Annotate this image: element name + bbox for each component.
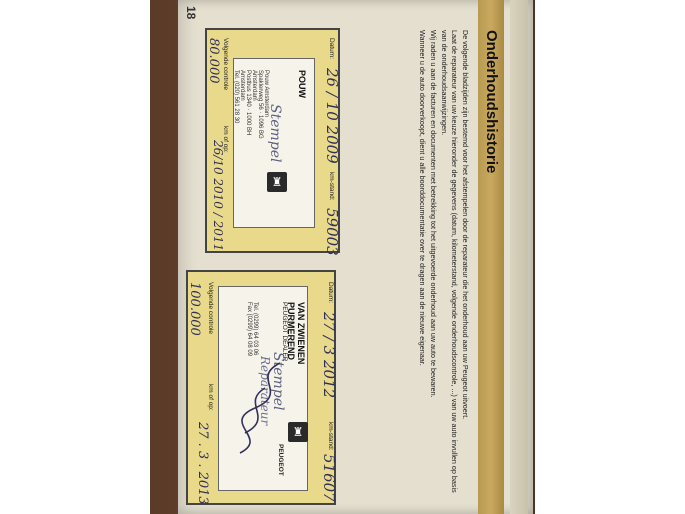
mileage-label: km-stand: — [328, 172, 335, 201]
peugeot-lion-icon: ♜ — [267, 172, 287, 192]
date-label: Datum: — [327, 282, 334, 303]
service-mileage: 51607 — [320, 454, 338, 502]
intro-paragraph: De volgende bladzijden zijn bestemd voor het afstempelen door de reparateur die het onderhoud aan uw Peugeot uitvoert. — [461, 30, 470, 420]
service-mileage: 59003 — [323, 208, 341, 256]
next-check-km: 100.000 — [187, 282, 202, 336]
stamp-company-name: POUW — [297, 70, 307, 98]
next-check-date: 27 . 3 . 2013 — [195, 422, 210, 505]
service-date: 26 / 10 2009 — [323, 68, 341, 164]
signature-scribble — [210, 358, 300, 468]
service-date: 27 / 3 2012 — [320, 312, 338, 399]
peugeot-lion-icon: ♜ — [288, 422, 308, 442]
page-number: 18 — [184, 6, 198, 20]
next-check-km: 80.000 — [206, 38, 221, 84]
next-check-label: Volgende controle — [222, 38, 229, 91]
intro-text — [416, 30, 470, 500]
stamp-company-name: VAN ZWIENEN PURMEREND — [286, 302, 306, 365]
intro-paragraph: Laat de reparateur van uw keuze hieronder de gegevens (datum, kilometerstand, volgende onderhoudscontrole, ...) van uw auto invullen op basis van de onderhoudsaanwijzingen. — [440, 30, 459, 493]
stamp-label: Stempel — [270, 352, 286, 411]
stamp-label: Stempel — [267, 104, 283, 163]
next-check-at-label: km of op: — [207, 384, 214, 411]
stamp-brand: PEUGEOT — [277, 444, 284, 476]
intro-paragraph: Wij raden u aan de facturen en documenten met betrekking tot het uitgevoerde onderhoud aan uw auto te bewaren. — [429, 30, 438, 398]
stamp-address: Pouw Amsterdam Spaklerweg 56 · 1096 BG Amsterdam Postbus 1340 · 1000 BH Amsterdam Tel. (020) 561 28 30 — [233, 70, 269, 139]
page-edge — [510, 0, 528, 514]
next-check-date: 26/10 2010 / 2011 — [211, 140, 225, 252]
next-check-label: Volgende controle — [207, 282, 214, 335]
date-label: Datum: — [328, 38, 335, 59]
mileage-label: km-stand: — [327, 422, 334, 451]
stamp-phone: Tel. (0299) 64 03 06 Fax (0299) 64 08 09 — [246, 302, 258, 357]
intro-paragraph: Wanneer u de auto doorverkoopt, dient u alle boorddocumentatie over te dragen aan de nieuwe eigenaar. — [418, 30, 427, 366]
stamp-dealer-label: PEUGEOT DEALER — [281, 302, 288, 362]
next-check-at-label: km of op: — [222, 126, 229, 153]
stamp-repairer-word: Reparateur — [258, 356, 272, 426]
page-heading: Onderhoudshistorie — [483, 30, 500, 174]
service-record-1 — [205, 28, 341, 256]
